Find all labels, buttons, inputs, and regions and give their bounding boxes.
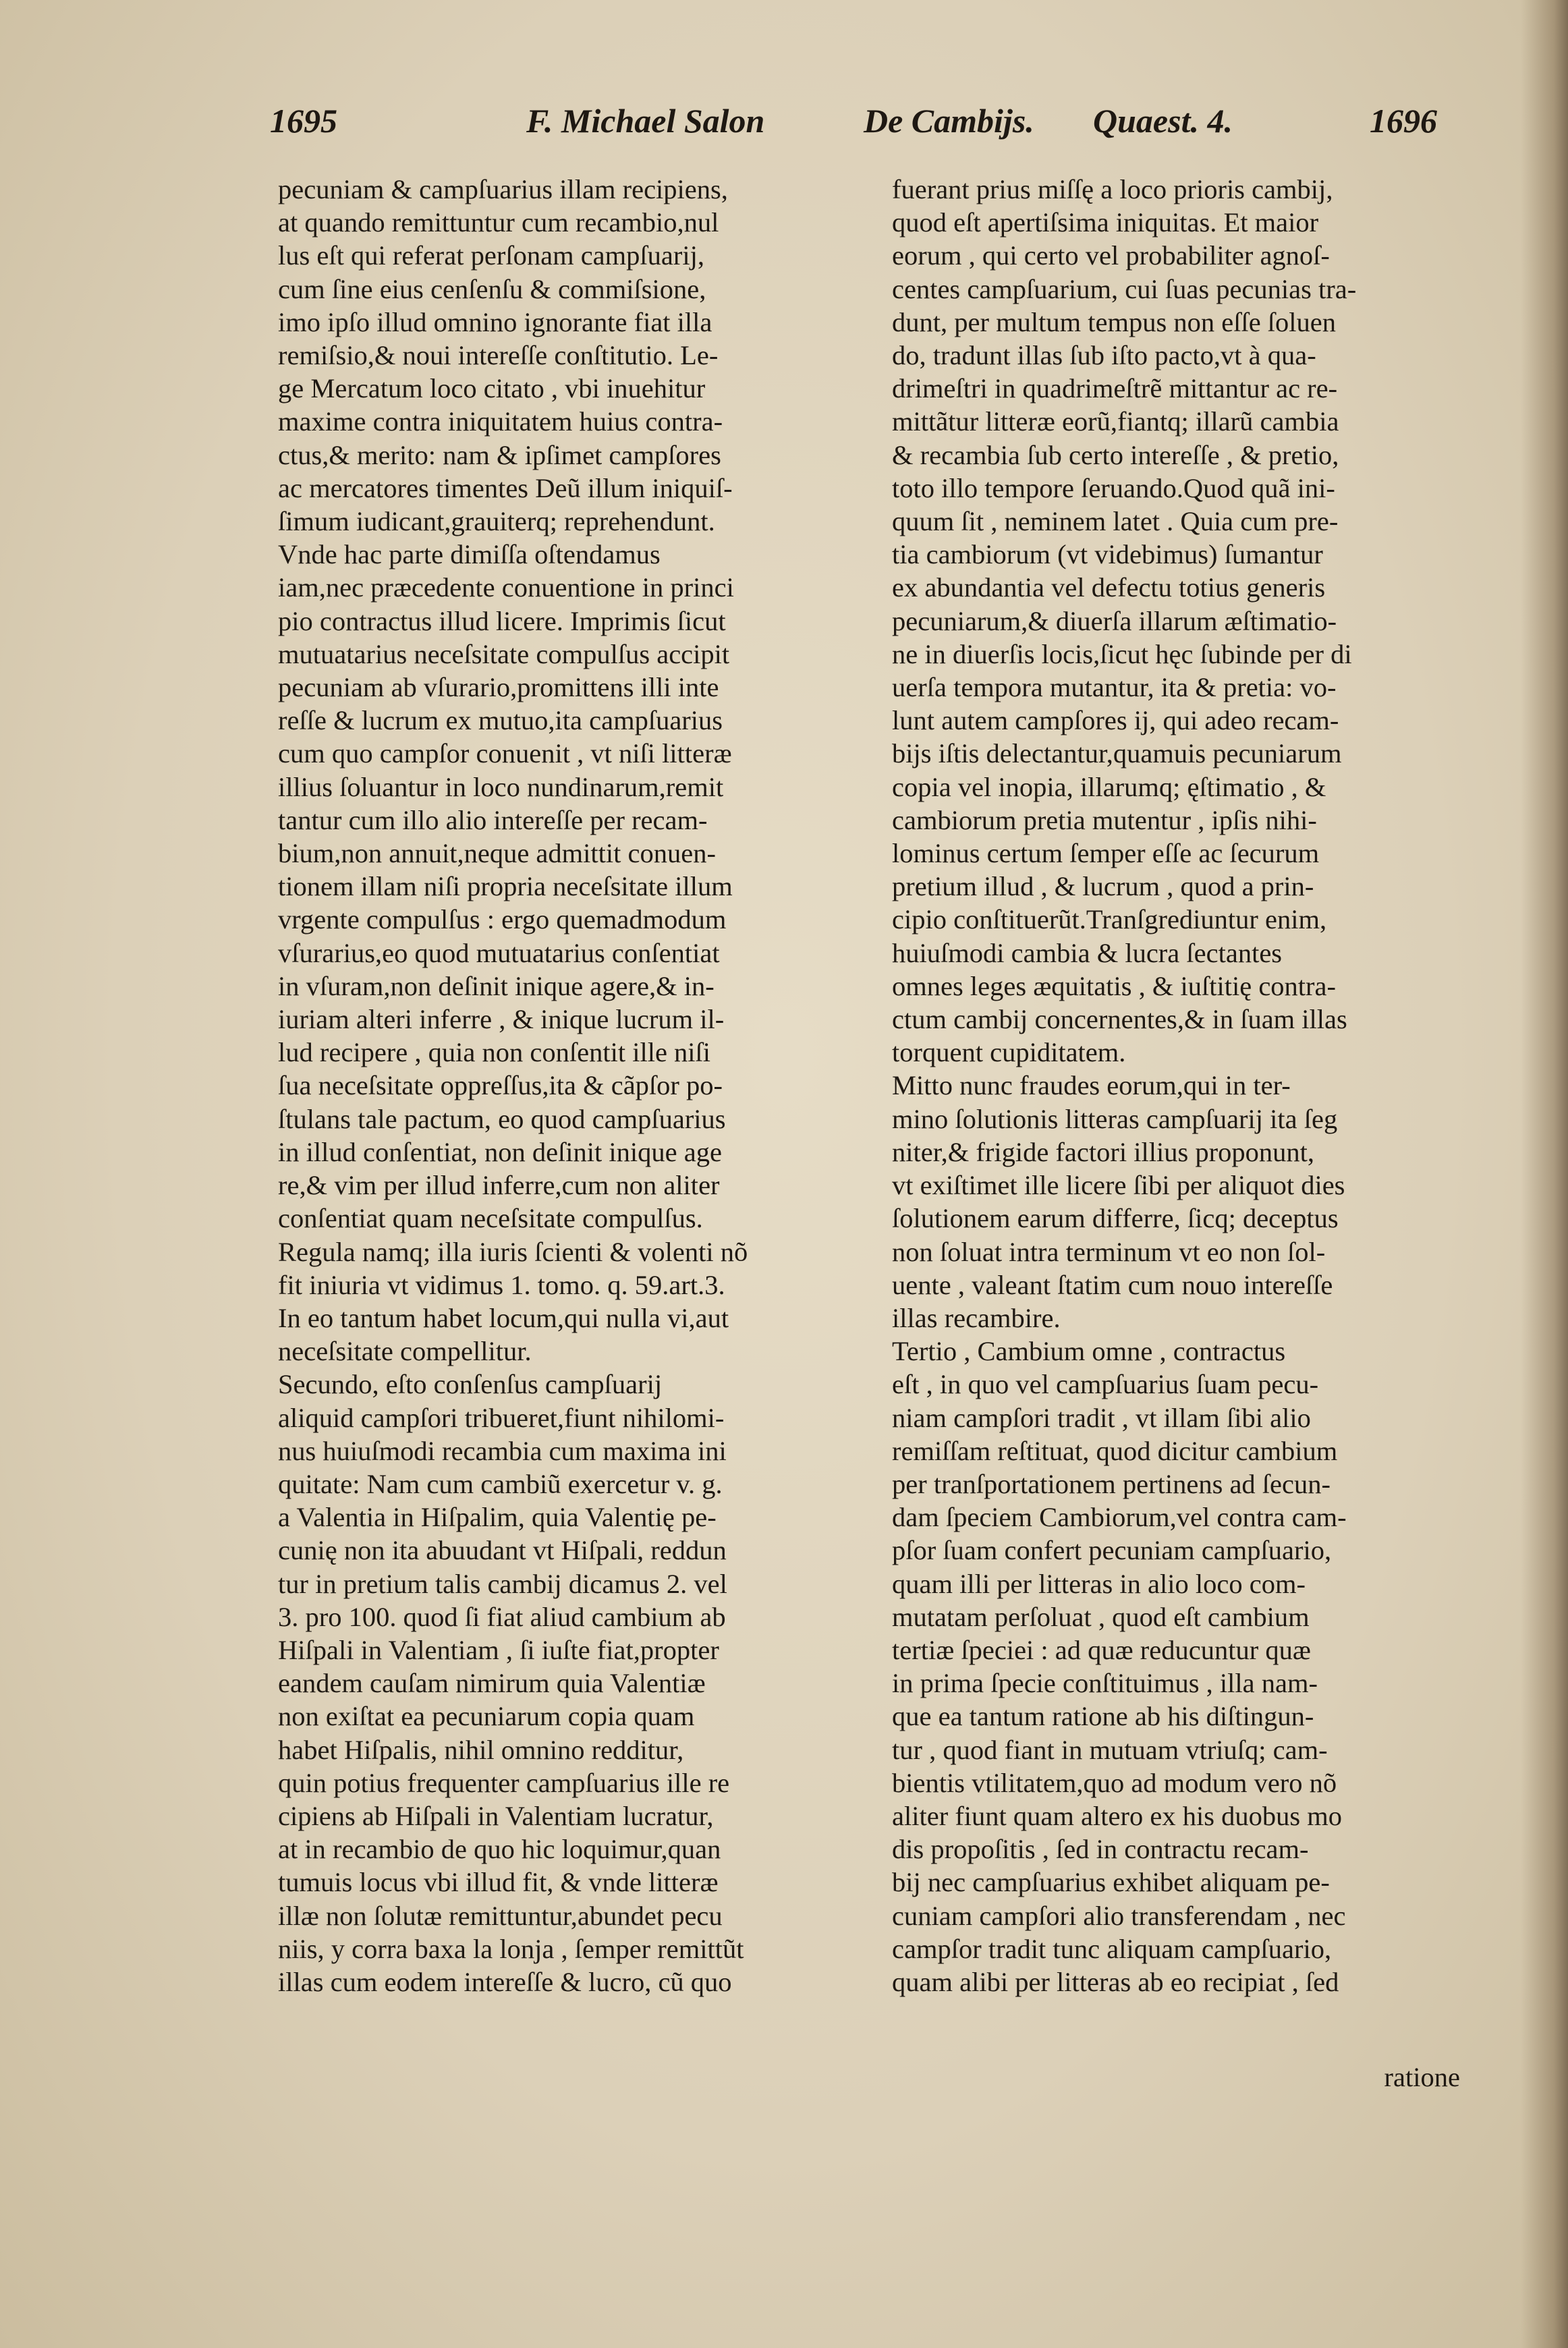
text-line: imo ipſo illud omnino ignorante fiat illa (278, 306, 712, 337)
text-line: habet Hiſpalis, nihil omnino redditur, (278, 1734, 684, 1765)
catchword: ratione (1384, 2062, 1460, 2092)
text-line: maxime contra iniquitatem huius contra- (278, 406, 723, 437)
text-line: ſua neceſsitate oppreſſus,ita & cãpſor po- (278, 1070, 723, 1101)
text-line: fuerant prius miſſę a loco prioris cambij, (892, 174, 1333, 204)
text-line: tia cambiorum (vt videbimus) ſumantur (892, 539, 1323, 570)
text-line: lud recipere , quia non conſentit ille niſi (278, 1037, 711, 1068)
text-line: bijs iſtis delectantur,quamuis pecuniarum (892, 738, 1342, 769)
text-line: illius ſoluantur in loco nundinarum,remit (278, 771, 724, 802)
text-line: quam illi per litteras in alio loco com- (892, 1568, 1306, 1599)
text-line: ſimum iudicant,grauiterq; reprehendunt. (278, 506, 715, 537)
text-line: dam ſpeciem Cambiorum,vel contra cam- (892, 1502, 1347, 1533)
text-line: Secundo, eſto conſenſus campſuarij (278, 1369, 663, 1400)
text-line: remiſsio,& noui intereſſe conſtitutio. Le- (278, 340, 719, 371)
text-line: torquent cupiditatem. (892, 1037, 1126, 1068)
text-line: vt exiſtimet ille licere ſibi per aliquot dies (892, 1170, 1345, 1201)
text-line: a Valentia in Hiſpalim, quia Valentię pe- (278, 1502, 717, 1533)
text-line: eandem cauſam nimirum quia Valentiæ (278, 1668, 706, 1699)
text-line: huiuſmodi cambia & lucra ſectantes (892, 937, 1283, 968)
text-line: pio contractus illud licere. Imprimis ſicut (278, 605, 726, 636)
text-line: tur , quod fiant in mutuam vtriuſq; cam- (892, 1734, 1328, 1765)
text-line: mutatam perſoluat , quod eſt cambium (892, 1601, 1310, 1632)
text-line: ge Mercatum loco citato , vbi inuehitur (278, 373, 706, 404)
text-line: ſtulans tale pactum, eo quod campſuarius (278, 1103, 726, 1134)
text-line: iam,nec præcedente conuentione in princi (278, 572, 734, 603)
text-line: cum quo campſor conuenit , vt niſi litteræ (278, 738, 732, 769)
text-line: eorum , qui certo vel probabiliter agnoſ- (892, 240, 1330, 271)
text-line: non exiſtat ea pecuniarum copia quam (278, 1701, 695, 1732)
text-line: lunt autem campſores ij, qui adeo recam- (892, 705, 1339, 736)
text-line: do, tradunt illas ſub iſto pacto,vt à qua- (892, 340, 1316, 371)
text-line: vſurarius,eo quod mutuatarius conſentiat (278, 937, 720, 968)
text-line: ne in diuerſis locis,ſicut hęc ſubinde per di (892, 638, 1352, 669)
text-line: lus eſt qui referat perſonam campſuarij, (278, 240, 705, 271)
header-quaestio: Quaest. 4. (1093, 102, 1233, 140)
text-line: bientis vtilitatem,quo ad modum vero nõ (892, 1767, 1337, 1798)
text-line: at in recambio de quo hic loquimur,quan (278, 1834, 721, 1865)
text-line: uente , valeant ſtatim cum nouo intereſſe (892, 1269, 1333, 1300)
text-line: cipiens ab Hiſpali in Valentiam lucratur, (278, 1800, 714, 1831)
text-line: illæ non ſolutæ remittuntur,abundet pecu (278, 1900, 723, 1931)
text-line: remiſſam reſtituat, quod dicitur cambium (892, 1435, 1338, 1466)
text-line: Tertio , Cambium omne , contractus (892, 1336, 1286, 1367)
text-line: ex abundantia vel defectu totius generis (892, 572, 1326, 603)
text-line: conſentiat quam neceſsitate compulſus. (278, 1203, 703, 1234)
text-line: quitate: Nam cum cambiũ exercetur v. g. (278, 1468, 723, 1499)
text-line: mutuatarius neceſsitate compulſus accipit (278, 638, 730, 669)
text-line: in prima ſpecie conſtituimus , illa nam- (892, 1668, 1318, 1699)
text-line: ac mercatores timentes Deũ illum iniquiſ- (278, 472, 733, 503)
text-line: tantur cum illo alio intereſſe per recam- (278, 804, 708, 835)
text-line: illas cum eodem intereſſe & lucro, cũ quo (278, 1966, 732, 1997)
text-line: pecuniam ab vſurario,promittens illi inte (278, 672, 719, 703)
text-line: bij nec campſuarius exhibet aliquam pe- (892, 1867, 1330, 1898)
text-line: Hiſpali in Valentiam , ſi iuſte fiat,propter (278, 1634, 719, 1665)
text-line: quum ſit , neminem latet . Quia cum pre- (892, 506, 1339, 537)
text-line: in vſuram,non deſinit inique agere,& in- (278, 970, 715, 1001)
text-line: copia vel inopia, illarumq; ęſtimatio , & (892, 771, 1326, 802)
text-line: Mitto nunc fraudes eorum,qui in ter- (892, 1070, 1291, 1101)
text-line: ctus,& merito: nam & ipſimet campſores (278, 439, 721, 470)
text-line: Vnde hac parte dimiſſa oſtendamus (278, 539, 661, 570)
text-line: re,& vim per illud inferre,cum non aliter (278, 1170, 720, 1201)
text-line: reſſe & lucrum ex mutuo,ita campſuarius (278, 705, 723, 736)
text-line: cipio conſtituerũt.Tranſgrediuntur enim, (892, 904, 1327, 935)
text-line: niis, y corra baxa la lonja , ſemper remittũt (278, 1933, 744, 1964)
text-line: per tranſportationem pertinens ad ſecun- (892, 1468, 1331, 1499)
right-text-column (892, 173, 1469, 1998)
running-header (0, 101, 1568, 162)
text-line: nus huiuſmodi recambia cum maxima ini (278, 1435, 727, 1466)
text-line: neceſsitate compellitur. (278, 1336, 532, 1367)
text-line: campſor tradit tunc aliquam campſuario, (892, 1933, 1332, 1964)
text-line: eſt , in quo vel campſuarius ſuam pecu- (892, 1369, 1319, 1400)
text-line: cum ſine eius cenſenſu & commiſsione, (278, 273, 706, 304)
text-line: 3. pro 100. quod ſi fiat aliud cambium ab (278, 1601, 726, 1632)
text-line: & recambia ſub certo intereſſe , & pretio, (892, 439, 1339, 470)
text-line: Regula namq; illa iuris ſcienti & volenti nõ (278, 1236, 748, 1267)
text-line: in illud conſentiat, non deſinit inique age (278, 1136, 722, 1167)
text-line: cuniam campſori alio transferendam , nec (892, 1900, 1346, 1931)
text-line: ctum cambij concernentes,& in ſuam illas (892, 1004, 1347, 1035)
text-line: bium,non annuit,neque admittit conuen- (278, 838, 716, 869)
left-text-column (278, 173, 835, 1998)
header-author: F. Michael Salon (526, 102, 765, 140)
text-line: mittãtur litteræ eorũ,fiantq; illarũ cambia (892, 406, 1339, 437)
text-line: dis propoſitis , ſed in contractu recam- (892, 1834, 1309, 1865)
text-line: at quando remittuntur cum recambio,nul (278, 207, 719, 238)
text-line: tionem illam niſi propria neceſsitate illum (278, 871, 733, 902)
text-line: pecuniam & campſuarius illam recipiens, (278, 174, 728, 204)
left-page-number: 1695 (270, 102, 337, 140)
text-line: iuriam alteri inferre , & inique lucrum il- (278, 1004, 725, 1035)
text-line: toto illo tempore ſeruando.Quod quã ini- (892, 472, 1335, 503)
text-line: tumuis locus vbi illud fit, & vnde litteræ (278, 1867, 719, 1898)
binding-shadow (1521, 0, 1568, 2348)
text-line: omnes leges æquitatis , & iuſtitię contra- (892, 970, 1337, 1001)
text-line: quam alibi per litteras ab eo recipiat , ſed (892, 1966, 1339, 1997)
text-line: quod eſt apertiſsima iniquitas. Et maior (892, 207, 1319, 238)
text-line: In eo tantum habet locum,qui nulla vi,aut (278, 1302, 729, 1333)
text-line: dunt, per multum tempus non eſſe ſoluen (892, 306, 1337, 337)
text-line: vrgente compulſus : ergo quemadmodum (278, 904, 727, 935)
text-line: ſolutionem earum differre, ſicq; deceptus (892, 1203, 1339, 1234)
text-line: aliter fiunt quam altero ex his duobus mo (892, 1800, 1342, 1831)
text-line: cunię non ita abuudant vt Hiſpali, reddun (278, 1535, 727, 1566)
text-line: fit iniuria vt vidimus 1. tomo. q. 59.art.3. (278, 1269, 725, 1300)
right-page-number: 1696 (1370, 102, 1437, 140)
text-line: tertiæ ſpeciei : ad quæ reducuntur quæ (892, 1634, 1311, 1665)
text-line: tur in pretium talis cambij dicamus 2. vel (278, 1568, 727, 1599)
text-line: illas recambire. (892, 1302, 1061, 1333)
text-line: mino ſolutionis litteras campſuarij ita ſeg (892, 1103, 1338, 1134)
text-line: uerſa tempora mutantur, ita & pretia: vo- (892, 672, 1337, 703)
header-title: De Cambijs. (864, 102, 1034, 140)
text-line: que ea tantum ratione ab his diſtingun- (892, 1701, 1314, 1732)
text-line: lominus certum ſemper eſſe ac ſecurum (892, 838, 1320, 869)
text-line: niam campſori tradit , vt illam ſibi alio (892, 1402, 1311, 1433)
text-line: centes campſuarium, cui ſuas pecunias tra- (892, 273, 1357, 304)
text-line: drimeſtri in quadrimeſtrẽ mittantur ac re- (892, 373, 1338, 404)
text-line: pſor ſuam confert pecuniam campſuario, (892, 1535, 1332, 1566)
text-line: non ſoluat intra terminum vt eo non ſol- (892, 1236, 1326, 1267)
text-line: aliquid campſori tribueret,fiunt nihilomi- (278, 1402, 725, 1433)
text-line: quin potius frequenter campſuarius ille re (278, 1767, 730, 1798)
text-line: niter,& frigide factori illius proponunt, (892, 1136, 1314, 1167)
text-line: cambiorum pretia mutentur , ipſis nihi- (892, 804, 1317, 835)
text-line: pecuniarum,& diuerſa illarum æſtimatio- (892, 605, 1337, 636)
text-line: pretium illud , & lucrum , quod a prin- (892, 871, 1314, 902)
